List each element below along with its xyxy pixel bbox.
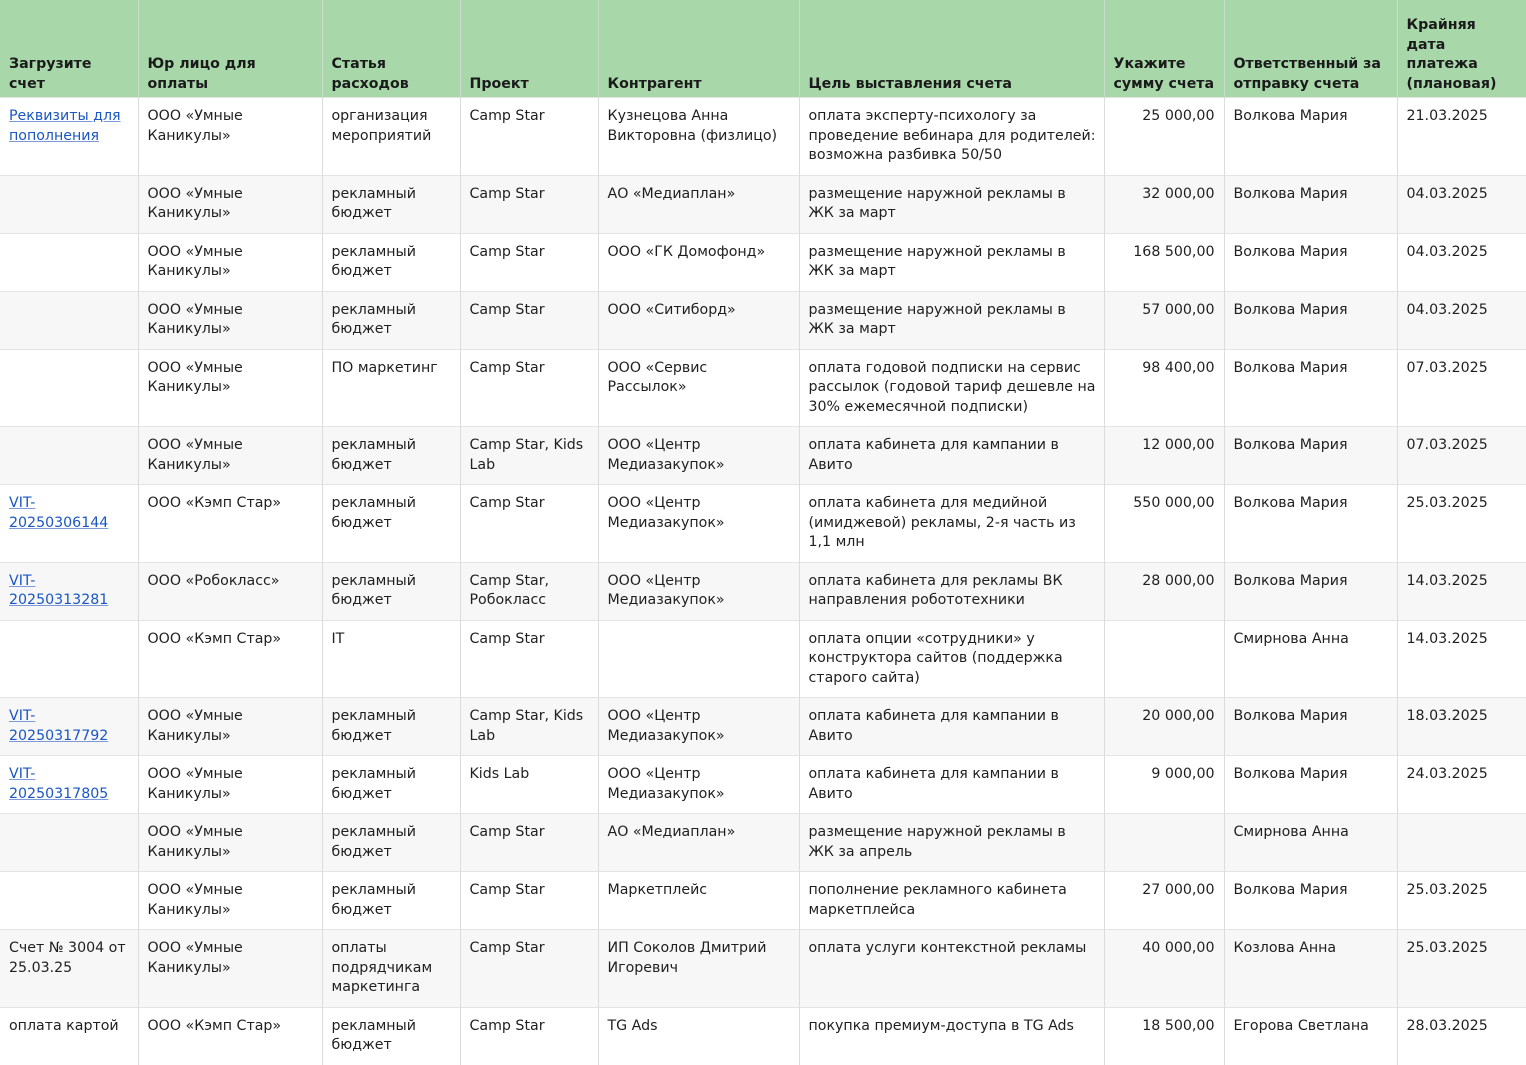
cell-project[interactable]: Camp Star [460,620,598,698]
cell-project[interactable]: Camp Star [460,98,598,176]
cell-purpose[interactable]: оплата кабинета для рекламы ВК направления робототехники [799,562,1104,620]
cell-purpose[interactable]: покупка премиум-доступа в TG Ads [799,1007,1104,1065]
cell-contractor[interactable]: ООО «Сервис Рассылок» [598,349,799,427]
cell-contractor[interactable]: ООО «Центр Медиазакупок» [598,698,799,756]
cell-deadline[interactable]: 18.03.2025 [1397,698,1526,756]
header-project[interactable]: Проект [460,0,598,98]
cell-project[interactable]: Camp Star [460,291,598,349]
table-row [0,562,1526,620]
invoice-link[interactable]: VIT-20250317792 [9,708,109,744]
invoice-link[interactable]: VIT-20250313281 [9,572,109,608]
cell-amount[interactable]: 9 000,00 [1104,756,1224,814]
cell-upload[interactable] [0,98,138,176]
header-entity[interactable]: Юр лицо для оплаты [138,0,322,98]
header-responsible[interactable]: Ответственный за отправку счета [1224,0,1397,98]
cell-deadline[interactable] [1397,814,1526,872]
cell-deadline[interactable]: 14.03.2025 [1397,620,1526,698]
cell-upload[interactable] [0,349,138,427]
cell-amount[interactable]: 25 000,00 [1104,98,1224,176]
cell-article[interactable]: организация мероприятий [322,98,460,176]
cell-entity[interactable]: ООО «Умные Каникулы» [138,930,322,1008]
cell-purpose[interactable]: оплата эксперту-психологу за проведение вебинара для родителей: возможна разбивка 50/50 [799,98,1104,176]
cell-contractor[interactable]: АО «Медиаплан» [598,814,799,872]
cell-purpose[interactable]: размещение наружной рекламы в ЖК за март [799,291,1104,349]
cell-responsible[interactable]: Волкова Мария [1224,291,1397,349]
cell-deadline[interactable]: 24.03.2025 [1397,756,1526,814]
cell-entity[interactable]: ООО «Умные Каникулы» [138,291,322,349]
cell-deadline[interactable]: 21.03.2025 [1397,98,1526,176]
cell-contractor[interactable]: ООО «Центр Медиазакупок» [598,756,799,814]
cell-deadline[interactable]: 07.03.2025 [1397,349,1526,427]
cell-contractor[interactable]: ИП Соколов Дмитрий Игоревич [598,930,799,1008]
cell-project[interactable]: Camp Star [460,1007,598,1065]
cell-amount[interactable]: 550 000,00 [1104,485,1224,563]
cell-purpose[interactable]: оплата кабинета для кампании в Авито [799,427,1104,485]
table-row [0,233,1526,291]
cell-contractor[interactable]: ООО «Центр Медиазакупок» [598,427,799,485]
cell-entity[interactable]: ООО «Кэмп Стар» [138,620,322,698]
cell-responsible[interactable]: Волкова Мария [1224,175,1397,233]
cell-entity[interactable]: ООО «Умные Каникулы» [138,756,322,814]
header-contractor[interactable]: Контрагент [598,0,799,98]
cell-deadline[interactable]: 04.03.2025 [1397,291,1526,349]
cell-contractor[interactable]: ООО «Центр Медиазакупок» [598,485,799,563]
cell-project[interactable]: Camp Star [460,814,598,872]
invoice-link[interactable]: Реквизиты для пополнения [9,108,121,144]
cell-responsible[interactable]: Волкова Мария [1224,427,1397,485]
cell-deadline[interactable]: 14.03.2025 [1397,562,1526,620]
cell-purpose[interactable]: оплата услуги контекстной рекламы [799,930,1104,1008]
cell-article[interactable]: рекламный бюджет [322,872,460,930]
cell-amount[interactable]: 20 000,00 [1104,698,1224,756]
cell-article[interactable]: рекламный бюджет [322,485,460,563]
cell-contractor[interactable]: АО «Медиаплан» [598,175,799,233]
cell-purpose[interactable]: оплата годовой подписки на сервис рассылок (годовой тариф дешевле на 30% ежемесячной подписки) [799,349,1104,427]
cell-entity[interactable]: ООО «Умные Каникулы» [138,814,322,872]
cell-upload[interactable] [0,872,138,930]
cell-entity[interactable]: ООО «Умные Каникулы» [138,175,322,233]
header-purpose[interactable]: Цель выставления счета [799,0,1104,98]
cell-article[interactable]: рекламный бюджет [322,233,460,291]
cell-responsible[interactable]: Волкова Мария [1224,872,1397,930]
cell-purpose[interactable]: размещение наружной рекламы в ЖК за март [799,233,1104,291]
cell-amount[interactable]: 168 500,00 [1104,233,1224,291]
cell-article[interactable]: рекламный бюджет [322,175,460,233]
cell-purpose[interactable]: оплата опции «сотрудники» у конструктора сайтов (поддержка старого сайта) [799,620,1104,698]
header-row [0,0,1526,98]
cell-article[interactable]: рекламный бюджет [322,1007,460,1065]
cell-deadline[interactable]: 25.03.2025 [1397,485,1526,563]
cell-responsible[interactable]: Козлова Анна [1224,930,1397,1008]
cell-amount[interactable]: 28 000,00 [1104,562,1224,620]
cell-purpose[interactable]: размещение наружной рекламы в ЖК за апрель [799,814,1104,872]
cell-responsible[interactable]: Волкова Мария [1224,98,1397,176]
cell-deadline[interactable]: 04.03.2025 [1397,175,1526,233]
cell-responsible[interactable]: Егорова Светлана [1224,1007,1397,1065]
cell-purpose[interactable]: оплата кабинета для медийной (имиджевой) рекламы, 2-я часть из 1,1 млн [799,485,1104,563]
cell-upload[interactable] [0,175,138,233]
cell-deadline[interactable]: 25.03.2025 [1397,872,1526,930]
table-row [0,175,1526,233]
cell-responsible[interactable]: Волкова Мария [1224,698,1397,756]
cell-upload[interactable]: Счет № 3004 от 25.03.25 [0,930,138,1008]
cell-entity[interactable]: ООО «Умные Каникулы» [138,98,322,176]
cell-article[interactable]: рекламный бюджет [322,562,460,620]
cell-upload[interactable] [0,814,138,872]
cell-entity[interactable]: ООО «Умные Каникулы» [138,872,322,930]
table-row [0,427,1526,485]
cell-contractor[interactable] [598,620,799,698]
cell-amount[interactable] [1104,814,1224,872]
table-row [0,1007,1526,1065]
cell-article[interactable]: рекламный бюджет [322,814,460,872]
cell-responsible[interactable]: Волкова Мария [1224,485,1397,563]
cell-upload[interactable] [0,562,138,620]
cell-entity[interactable]: ООО «Умные Каникулы» [138,349,322,427]
cell-deadline[interactable]: 04.03.2025 [1397,233,1526,291]
table-row [0,291,1526,349]
cell-upload[interactable] [0,233,138,291]
cell-contractor[interactable]: ООО «ГК Домофонд» [598,233,799,291]
cell-amount[interactable]: 98 400,00 [1104,349,1224,427]
cell-entity[interactable]: ООО «Кэмп Стар» [138,1007,322,1065]
header-deadline[interactable]: Крайняя дата платежа (плановая) [1397,0,1526,98]
cell-project[interactable]: Camp Star [460,175,598,233]
table-row [0,98,1526,176]
cell-amount[interactable]: 18 500,00 [1104,1007,1224,1065]
table-row [0,814,1526,872]
cell-amount[interactable]: 27 000,00 [1104,872,1224,930]
cell-upload[interactable] [0,620,138,698]
cell-project[interactable]: Kids Lab [460,756,598,814]
cell-upload[interactable] [0,485,138,563]
invoice-link[interactable]: VIT-20250317805 [9,766,109,802]
cell-article[interactable]: рекламный бюджет [322,698,460,756]
cell-entity[interactable]: ООО «Умные Каникулы» [138,698,322,756]
cell-amount[interactable]: 40 000,00 [1104,930,1224,1008]
cell-deadline[interactable]: 07.03.2025 [1397,427,1526,485]
cell-responsible[interactable]: Смирнова Анна [1224,814,1397,872]
cell-upload[interactable] [0,291,138,349]
cell-entity[interactable]: ООО «Робокласс» [138,562,322,620]
cell-purpose[interactable]: оплата кабинета для кампании в Авито [799,698,1104,756]
cell-deadline[interactable]: 28.03.2025 [1397,1007,1526,1065]
cell-purpose[interactable]: размещение наружной рекламы в ЖК за март [799,175,1104,233]
header-article[interactable]: Статья расходов [322,0,460,98]
cell-article[interactable]: рекламный бюджет [322,427,460,485]
cell-entity[interactable]: ООО «Умные Каникулы» [138,233,322,291]
cell-amount[interactable]: 12 000,00 [1104,427,1224,485]
cell-upload[interactable] [0,427,138,485]
cell-deadline[interactable]: 25.03.2025 [1397,930,1526,1008]
table-row [0,756,1526,814]
cell-article[interactable]: IT [322,620,460,698]
cell-entity[interactable]: ООО «Кэмп Стар» [138,485,322,563]
table-row [0,698,1526,756]
cell-responsible[interactable]: Волкова Мария [1224,562,1397,620]
cell-responsible[interactable]: Волкова Мария [1224,756,1397,814]
cell-amount[interactable]: 32 000,00 [1104,175,1224,233]
cell-responsible[interactable]: Смирнова Анна [1224,620,1397,698]
cell-project[interactable]: Camp Star, Kids Lab [460,427,598,485]
cell-contractor[interactable]: ООО «Ситиборд» [598,291,799,349]
cell-article[interactable]: оплаты подрядчикам маркетинга [322,930,460,1008]
cell-article[interactable]: рекламный бюджет [322,291,460,349]
cell-upload[interactable] [0,756,138,814]
table-row [0,620,1526,698]
cell-responsible[interactable]: Волкова Мария [1224,233,1397,291]
cell-contractor[interactable]: TG Ads [598,1007,799,1065]
cell-purpose[interactable]: оплата кабинета для кампании в Авито [799,756,1104,814]
cell-project[interactable]: Camp Star [460,930,598,1008]
table-row [0,872,1526,930]
table-body [0,98,1526,1065]
cell-article[interactable]: рекламный бюджет [322,756,460,814]
cell-contractor[interactable]: ООО «Центр Медиазакупок» [598,562,799,620]
cell-responsible[interactable]: Волкова Мария [1224,349,1397,427]
cell-contractor[interactable]: Маркетплейс [598,872,799,930]
cell-purpose[interactable]: пополнение рекламного кабинета маркетплейса [799,872,1104,930]
header-upload[interactable]: Загрузите счет [0,0,138,98]
cell-upload[interactable] [0,698,138,756]
cell-upload[interactable]: оплата картой [0,1007,138,1065]
header-amount[interactable]: Укажите сумму счета [1104,0,1224,98]
cell-contractor[interactable]: Кузнецова Анна Викторовна (физлицо) [598,98,799,176]
cell-article[interactable]: ПО маркетинг [322,349,460,427]
cell-project[interactable]: Camp Star, Kids Lab [460,698,598,756]
cell-amount[interactable]: 57 000,00 [1104,291,1224,349]
table-row [0,485,1526,563]
cell-project[interactable]: Camp Star [460,349,598,427]
cell-entity[interactable]: ООО «Умные Каникулы» [138,427,322,485]
cell-project[interactable]: Camp Star, Робокласс [460,562,598,620]
cell-project[interactable]: Camp Star [460,485,598,563]
cell-amount[interactable] [1104,620,1224,698]
invoice-link[interactable]: VIT-20250306144 [9,495,109,531]
table-row [0,930,1526,1008]
cell-project[interactable]: Camp Star [460,233,598,291]
cell-project[interactable]: Camp Star [460,872,598,930]
table-row [0,349,1526,427]
